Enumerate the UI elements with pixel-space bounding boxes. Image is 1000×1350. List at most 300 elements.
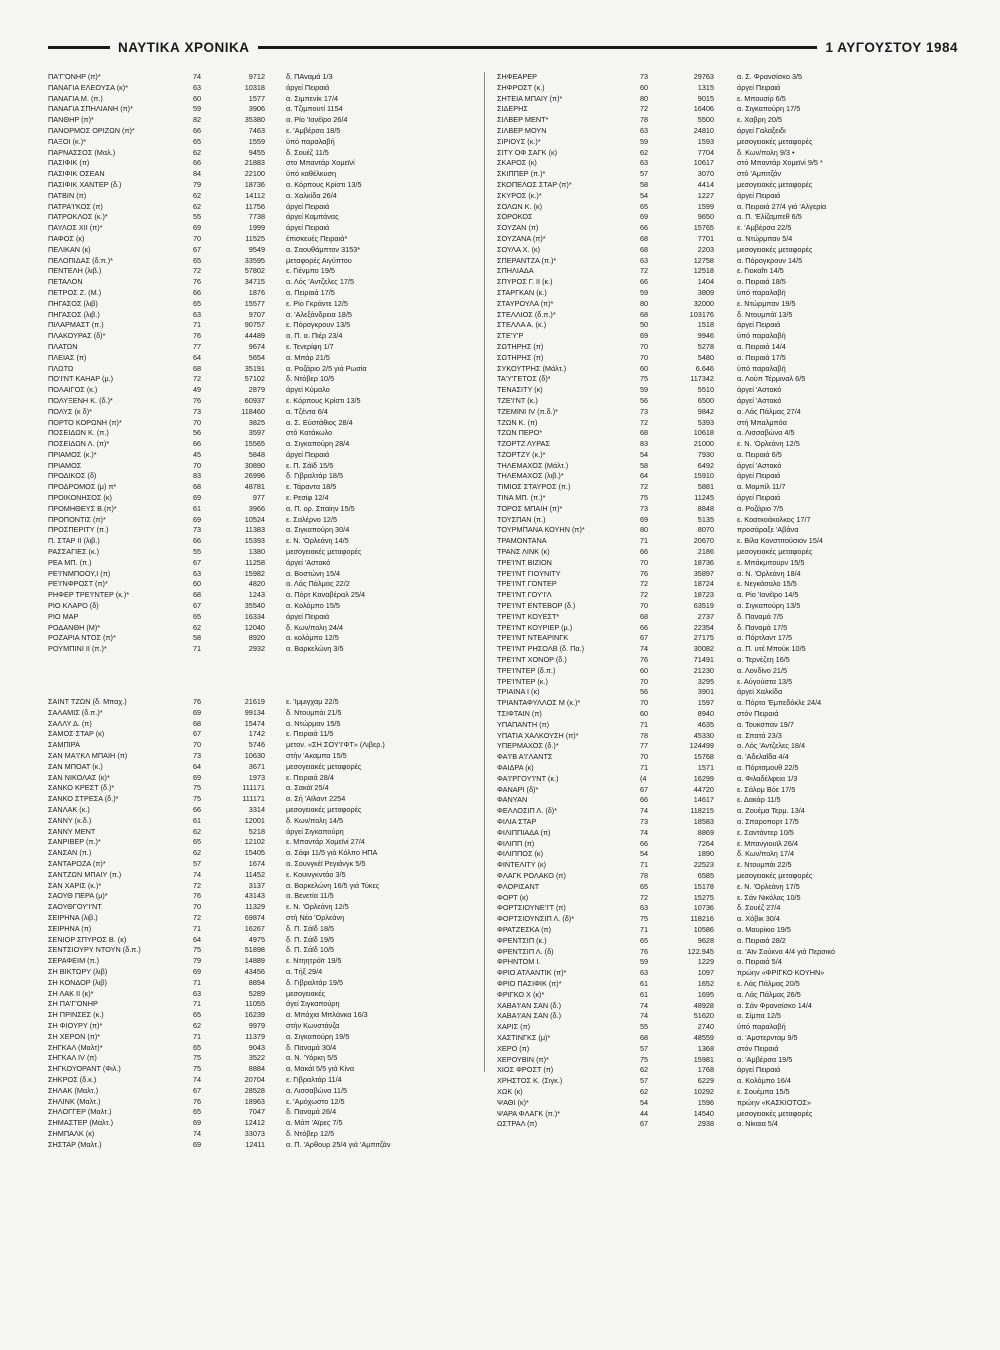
ship-year: 73	[193, 525, 202, 535]
ship-year: 76	[640, 946, 649, 956]
ship-year: 83	[640, 439, 649, 449]
ship-tonnage: 8848	[697, 503, 714, 513]
ship-row	[497, 795, 942, 806]
ship-name: ΠΕΝΤΕΛΗ (λιβ.)	[48, 266, 102, 276]
ship-row	[48, 310, 468, 321]
ship-name: ΠΟΣΕΙΔΩΝ Λ. (π)*	[48, 439, 110, 449]
ship-year: 67	[193, 729, 202, 739]
ship-row	[48, 385, 468, 396]
ship-row	[48, 277, 468, 288]
ship-tonnage: 10618	[693, 428, 714, 438]
ship-row	[497, 698, 942, 709]
ship-tonnage: 2740	[697, 1022, 714, 1032]
ship-row	[48, 482, 468, 493]
ship-name: ΣΑΝΝΥ (κ.δ.)	[48, 815, 92, 825]
ship-location: άργεί 'Αστακό	[737, 460, 782, 470]
ship-tonnage: 1518	[697, 320, 714, 330]
ship-location: α. Λάς Πάλμας 27/4	[737, 406, 801, 416]
ship-row	[48, 751, 468, 762]
ship-row	[497, 256, 942, 267]
ship-row	[48, 223, 468, 234]
ship-name: ΦΡΙΓΚΟ Χ (κ)*	[497, 989, 545, 999]
ship-name: ΣΗΛΙΝΚ (Μαλτ.)	[48, 1096, 101, 1106]
ship-year: 69	[640, 331, 649, 341]
ship-location: ε. 'Ιμμιγχαμ 22/5	[286, 697, 339, 707]
ship-name: ΠΛΩΤΩ	[48, 363, 74, 373]
ship-name: ΧΑΣΤΙΝΓΚΣ (μ)*	[497, 1032, 551, 1042]
ship-name: ΣΗΜΠΑΛΚ (κ)	[48, 1128, 95, 1138]
ship-row	[497, 493, 942, 504]
ship-year: 62	[640, 1086, 649, 1096]
ship-row	[48, 945, 468, 956]
ship-row	[497, 979, 942, 990]
ship-row	[48, 353, 468, 364]
ship-row	[497, 266, 942, 277]
ship-name: ΣΑΝ ΜΠΟΑΤ (κ.)	[48, 761, 103, 771]
ship-year: 70	[193, 233, 202, 243]
ship-tonnage: 118216	[690, 914, 714, 924]
ship-tonnage: 5393	[697, 417, 714, 427]
ship-row	[497, 763, 942, 774]
ship-name: ΠΕΛΙΚΑΝ (κ)	[48, 244, 91, 254]
ship-tonnage: 26996	[244, 471, 265, 481]
ship-location: πρώην «ΦΡΙΓΚΟ ΚΟΥΗΝ»	[737, 968, 825, 978]
ship-name: ΠΕΛΟΠΙΔΑΣ (δ.π.)*	[48, 255, 113, 265]
ship-row	[48, 212, 468, 223]
ship-location: στόν Πειραιά	[737, 709, 779, 719]
ship-year: 72	[193, 266, 202, 276]
ship-row	[497, 655, 942, 666]
ship-location: ε. Μπανγιουϊλ 26/4	[737, 838, 799, 848]
ship-location: ε. Νεγκάσαλο 15/5	[737, 579, 797, 589]
ship-row	[497, 331, 942, 342]
ship-location: ε. 'Αμβέρσα 18/5	[286, 125, 341, 135]
ship-row	[48, 590, 468, 601]
ship-year: 57	[640, 1043, 649, 1053]
ship-year: 60	[640, 709, 649, 719]
ship-name: ΣΗ ΚΟΝΔΟΡ (λιβ)	[48, 977, 107, 987]
ship-location: α. Πειραιά 18/5	[737, 277, 786, 287]
ship-name: Π. ΣΤΑΡ ΙΙ (λιβ.)	[48, 536, 100, 546]
ship-name: ΠΟ'Ι'ΝΤ ΚΑΗΑΡ (μ.)	[48, 374, 114, 384]
ship-tonnage: 1227	[697, 190, 714, 200]
ship-location: στόν Πειραιά	[737, 1043, 779, 1053]
ship-location: δ. Γιβραλτάρ 18/5	[286, 471, 344, 481]
ship-tonnage: 33073	[244, 1128, 265, 1138]
ship-row	[497, 893, 942, 904]
ship-year: 72	[640, 417, 649, 427]
ship-row	[48, 299, 468, 310]
ship-location: άργεί Πειραιά	[737, 82, 781, 92]
ship-year: 71	[193, 320, 202, 330]
ship-year: 66	[193, 125, 202, 135]
ship-row	[497, 957, 942, 968]
ship-name: ΣΚΑΡΟΣ (κ)	[497, 158, 537, 168]
ship-location: δ. Π. Σάϊδ 10/5	[286, 945, 335, 955]
ship-name: ΦΑΙΔΡΑ (κ)	[497, 763, 534, 772]
ship-year: 72	[640, 482, 649, 492]
ship-location: α. Λός 'Αντζελες 17/5	[286, 277, 355, 287]
ship-year: 54	[640, 449, 649, 459]
ship-tonnage: 15981	[693, 1054, 714, 1064]
ship-row	[48, 1043, 468, 1054]
ship-tonnage: 111171	[242, 783, 265, 793]
ship-tonnage: 1380	[248, 547, 265, 557]
ship-year: 66	[640, 838, 649, 848]
ship-tonnage: 6229	[697, 1076, 714, 1086]
ship-year: 66	[640, 223, 649, 233]
ship-tonnage: 18736	[244, 179, 265, 189]
ship-tonnage: 35380	[244, 115, 265, 125]
ship-tonnage: 3906	[248, 104, 265, 114]
ship-year: 69	[193, 966, 202, 976]
ship-year: 71	[640, 860, 649, 870]
ship-name: ΣΚΟΠΕΛΟΣ ΣΤΑΡ (π)*	[497, 179, 572, 189]
ship-row	[497, 1065, 942, 1076]
ship-location: ε. Ν. 'Ορλεάνη 14/5	[286, 536, 349, 546]
ship-year: 67	[193, 557, 202, 567]
ship-name: ΠΕΤΡΟΣ Ζ. (Μ.)	[48, 287, 102, 297]
ship-location: α. Π. 'Ελίζαμπεθ 6/5	[737, 212, 802, 222]
ship-tonnage: 5654	[248, 352, 265, 362]
ship-year: 66	[193, 536, 202, 546]
ship-row	[48, 708, 468, 719]
ship-row	[48, 191, 468, 202]
ship-location: ε. Σαλέρνο 12/5	[286, 514, 338, 524]
ship-row	[497, 828, 942, 839]
ship-tonnage: 11329	[245, 902, 265, 912]
ship-name: ΣΑΝ ΜΑ'Ι'ΚΛ ΜΠΑΙΗ (π)	[48, 751, 128, 761]
ship-tonnage: 5135	[697, 514, 714, 524]
ship-name: ΠΡΙΑΜΟΣ (κ.)*	[48, 449, 97, 459]
ship-name: ΠΟΣΕΙΔΩΝ Κ. (π.)	[48, 428, 109, 438]
ship-year: 54	[640, 190, 649, 200]
ship-name: ΠΗΓΑΣΟΣ (λιβ.)	[48, 309, 100, 319]
ship-year: 70	[193, 417, 202, 427]
ship-row	[48, 1075, 468, 1086]
ship-year: 69	[193, 514, 202, 524]
ship-year: 67	[193, 601, 202, 611]
ship-tonnage: 1596	[697, 1097, 714, 1107]
ship-name: ΠΑΣΙΦΙΚ (π)	[48, 158, 90, 168]
ship-tonnage: 8884	[248, 1064, 265, 1074]
ship-location: α. Βαρκελώνη 16/5 γιά Τύκες	[286, 880, 380, 890]
ship-year: 74	[193, 1074, 202, 1084]
ship-location: δ. Π. Σάϊδ 19/5	[286, 934, 335, 944]
ship-tonnage: 5510	[697, 385, 714, 395]
ship-tonnage: 11756	[245, 201, 265, 211]
ship-tonnage: 9628	[697, 935, 714, 945]
ship-year: 63	[193, 568, 202, 578]
ship-tonnage: 4975	[248, 934, 265, 944]
ship-row	[48, 515, 468, 526]
ship-location: μεσογειακές μεταφορές	[286, 805, 362, 814]
ship-year: 70	[640, 698, 649, 708]
ship-tonnage: 21619	[244, 697, 265, 707]
ship-year: 62	[193, 1020, 202, 1030]
ship-tonnage: 7264	[697, 838, 714, 848]
ship-tonnage: 9549	[248, 244, 265, 254]
ship-row	[497, 687, 942, 698]
ship-name: ΣΗ ΒΙΚΤΩΡΥ (λιβ)	[48, 966, 108, 976]
ship-year: 82	[193, 115, 202, 125]
ship-name: ΧΙΟΣ ΦΡΟΣΤ (π)	[497, 1065, 554, 1075]
ship-name: ΦΑΝΥΑΝ	[497, 795, 528, 805]
ship-location: α. Κόρπους Κρίστι 13/5	[286, 179, 362, 189]
ship-year: 61	[193, 503, 202, 513]
ship-row	[497, 482, 942, 493]
ship-location: ε. Σαντάντερ 10/5	[737, 827, 794, 837]
ship-name: ΣΗΓΚΑΛ IV (π)	[48, 1053, 97, 1063]
ship-location: άργεί Πειραιά	[286, 201, 330, 211]
ship-location: α. Τήξ 29/4	[286, 966, 323, 976]
ship-location: α. Μομπίλ 11/7	[737, 482, 786, 492]
ship-row	[497, 1098, 942, 1109]
ship-location: ε. Λάς Πάλμας 20/5	[737, 978, 800, 988]
ship-location: α. Π. υτέ Μπούκ 10/5	[737, 644, 806, 654]
ship-row	[48, 1097, 468, 1108]
ship-name: ΤΡΕ'Ι'ΝΤ ΚΟΥΕΣΤ*	[497, 611, 560, 621]
ship-location: ύπό παραλαβή	[737, 331, 786, 341]
ship-tonnage: 9455	[248, 147, 265, 157]
ship-location: α. Ν. 'Ορλεάνη 18/4	[737, 568, 801, 578]
ship-name: ΣΑΜΠΙΡΑ	[48, 740, 80, 750]
ship-tonnage: 5500	[697, 115, 714, 125]
ship-year: 71	[193, 977, 202, 987]
ship-year: 69	[640, 514, 649, 524]
ship-location: α. Λάς Πάλμας 26/5	[737, 989, 801, 999]
ship-name: ΣΕΙΡΗΝΑ (π)	[48, 923, 92, 933]
ship-location: μεσογειακές μεταφορές	[737, 547, 813, 557]
ship-tonnage: 21000	[693, 439, 714, 449]
ship-row	[497, 234, 942, 245]
ship-name: ΤΗΛΕΜΑΧΟΣ (λιβ.)*	[497, 471, 564, 481]
ship-name: ΤΙΝΑ ΜΠ. (π.)*	[497, 493, 546, 503]
ship-row	[497, 148, 942, 159]
ship-year: 67	[193, 1085, 202, 1095]
ship-year: 68	[193, 482, 202, 492]
ship-row	[497, 1022, 942, 1033]
ship-row	[48, 1086, 468, 1097]
ship-location: μεσογειακές μεταφορές	[286, 547, 362, 557]
ship-tonnage: 8869	[697, 827, 714, 837]
ship-tonnage: 28528	[244, 1085, 265, 1095]
ship-row	[48, 978, 468, 989]
ship-year: 62	[193, 147, 202, 157]
ship-location: δ. Π. Σάϊδ 18/5	[286, 923, 335, 933]
ship-tonnage: 57102	[244, 374, 265, 384]
ship-row	[497, 731, 942, 742]
ship-year: 44	[640, 1108, 649, 1118]
ship-year: 60	[640, 82, 649, 92]
ship-row	[497, 364, 942, 375]
ship-year: 73	[640, 503, 649, 513]
ship-year: 62	[193, 826, 202, 836]
ship-row	[497, 504, 942, 515]
ship-location: στό Μπαντάρ Χομεϊνί 9/5 *	[737, 158, 823, 168]
ship-location: ε. Αύγούστα 13/5	[737, 676, 793, 686]
ship-name: ΤΡΕ'Ι'ΝΤ ΓΟΝΤΕΡ	[497, 579, 557, 589]
page-header	[48, 36, 958, 58]
ship-tonnage: 15577	[244, 298, 265, 308]
ship-tonnage: 48928	[693, 1000, 714, 1010]
ship-name: ΣΗΚΡΟΣ (δ.κ.)	[48, 1074, 97, 1084]
ship-year: 75	[640, 914, 649, 924]
ship-location: α. 'Αϊν Σούκνα 4/4 γιά Περσικό	[737, 946, 836, 956]
ship-name: ΣΗΛΑΚ (Μαλτ.)	[48, 1085, 99, 1095]
ship-tonnage: 1243	[248, 590, 265, 600]
ship-location: ε. Βίλα Κονστιτούσιον 15/4	[737, 536, 823, 546]
ship-row	[48, 633, 468, 644]
ship-location: μεσογειακές μεταφορές	[737, 870, 813, 880]
ship-year: 69	[193, 223, 202, 233]
ship-tonnage: 63519	[693, 601, 714, 611]
left-column	[48, 72, 468, 1151]
ship-year: 78	[640, 870, 649, 880]
ship-year: 63	[640, 903, 649, 913]
ship-location: ύπό παραλαβή	[737, 287, 786, 297]
ship-name: ΠΑΥΛΟΣ ΧΙΙ (π)*	[48, 223, 103, 233]
ship-tonnage: 7704	[697, 147, 714, 157]
ship-row	[497, 925, 942, 936]
ship-name: ΣΑΝΣΑΝ (π.)	[48, 848, 92, 858]
ship-name: ΠΟΛΥΞΕΝΗ Κ. (δ.)*	[48, 395, 113, 405]
ship-name: ΡΟΖΑΡΙΑ ΝΤΟΣ (π)*	[48, 633, 116, 643]
ship-location: δ. Ντουμπάι 21/5	[286, 707, 342, 717]
ship-tonnage: 3597	[248, 428, 265, 438]
ship-location: α. Ζουέμα Τερμ. 13/4	[737, 806, 805, 816]
ship-location: α. Κολόμπο 15/5	[286, 601, 340, 611]
ship-row	[497, 839, 942, 850]
ship-location: α. Λούπ Τέρμιναλ 6/5	[737, 374, 806, 384]
ship-location: α. Ροζάριο 7/5	[737, 503, 784, 513]
ship-name: ΣΤΕΛΛΙΟΣ (δ.π.)*	[497, 309, 556, 319]
ship-year: 57	[640, 1076, 649, 1086]
ship-row	[48, 913, 468, 924]
ship-row	[48, 1053, 468, 1064]
ship-name: ΣΤΑΥΡΟΥΛΑ (π)*	[497, 298, 554, 308]
ship-name: ΤΡΕ'Ι'ΝΤ ΚΟΥΡΙΕΡ (μ.)	[497, 622, 573, 632]
ship-tonnage: 8894	[248, 977, 265, 987]
ship-year: 80	[640, 525, 649, 535]
ship-row	[48, 364, 468, 375]
ship-year: 69	[193, 707, 202, 717]
ship-tonnage: 69874	[244, 912, 265, 922]
ship-row	[48, 439, 468, 450]
ship-year: 70	[640, 601, 649, 611]
ship-name: ΡΟΥΜΠΙΝΙ ΙΙ (π.)*	[48, 644, 107, 654]
ship-tonnage: 12412	[244, 1118, 265, 1128]
ship-year: 72	[193, 880, 202, 890]
ship-row	[48, 245, 468, 256]
ship-year: 58	[640, 460, 649, 470]
ship-year: 65	[193, 611, 202, 621]
ship-row	[48, 579, 468, 590]
ship-name: ΧΡΗΣΤΟΣ Κ. (Σιγκ.)	[497, 1076, 563, 1086]
ship-tonnage: 12758	[693, 255, 714, 265]
ship-location: ύπό παραλαβή	[286, 136, 335, 146]
ship-row	[48, 967, 468, 978]
ship-tonnage: 43143	[244, 891, 265, 901]
ship-location: ε. Πειραιά 11/5	[286, 729, 334, 739]
ship-row	[497, 785, 942, 796]
ship-tonnage: 5746	[248, 740, 265, 750]
ship-name: ΤΡΙΑΙΝΑ Ι (κ)	[497, 687, 540, 697]
ship-row	[48, 158, 468, 169]
magazine-title: ΝΑΥΤΙΚΑ ΧΡΟΝΙΚΑ	[118, 39, 250, 55]
ship-location: α. Π. α. Πιέρ 23/4	[286, 331, 343, 341]
ship-tonnage: 9015	[697, 93, 714, 103]
ship-row	[497, 666, 942, 677]
ship-year: 63	[640, 968, 649, 978]
ship-location: μεταφορές Αιγύπτου	[286, 255, 352, 265]
ship-location: έπισκευές Πειραιά*	[286, 233, 348, 243]
ship-location: στή Μπαλμπόα	[737, 417, 787, 427]
ship-name: ΤΖΕ'Ι'ΝΤ (κ.)	[497, 395, 538, 405]
ship-year: 63	[193, 309, 202, 319]
ship-year: 75	[640, 1054, 649, 1064]
ship-location: δ. Παναμά 17/5	[737, 622, 788, 632]
ship-year: 73	[640, 816, 649, 826]
ship-location: α. 'Αμβέρσα 19/5	[737, 1054, 793, 1064]
ship-name: ΦΡΑΤΖΕΣΚΑ (π)	[497, 924, 552, 934]
ship-row	[48, 816, 468, 827]
ship-year: 69	[640, 212, 649, 222]
ship-year: 73	[640, 72, 649, 81]
ship-year: 74	[640, 806, 649, 816]
ship-location: άργεί Γαλαξειδι	[737, 125, 786, 135]
ship-row	[48, 331, 468, 342]
ship-year: 70	[193, 902, 202, 912]
ship-row	[497, 871, 942, 882]
ship-location: ε. Σάλομ Βόε 17/5	[737, 784, 796, 794]
ship-tonnage: 122.945	[687, 946, 714, 956]
ship-location: δ. Παναμά 30/4	[286, 1042, 337, 1052]
ship-tonnage: 16406	[693, 104, 714, 114]
ship-tonnage: 118460	[241, 406, 265, 416]
ship-location: α. Ντώρμπαν 5/4	[737, 233, 793, 243]
ship-row	[48, 956, 468, 967]
ship-name: ΣΗΓΚΑΛ (Μαλτ)*	[48, 1042, 103, 1052]
ship-location: α. Μαυρίκιο 19/5	[737, 924, 791, 934]
ship-tonnage: 29763	[693, 72, 714, 81]
ship-name: ΠΑΣΙΦΙΚ ΟΣΕΑΝ	[48, 169, 105, 179]
ship-location: α. Λός 'Αντζελες 18/4	[737, 741, 806, 751]
ship-year: 76	[193, 891, 202, 901]
ship-tonnage: 3966	[248, 503, 265, 513]
ship-tonnage: 34715	[244, 277, 265, 287]
ship-tonnage: 24810	[693, 125, 714, 135]
ship-tonnage: 15178	[693, 881, 714, 891]
ship-location: α. Σιμπενίκ 17/4	[286, 93, 339, 103]
ship-row	[48, 83, 468, 94]
ship-location: α. Βενετία 11/5	[286, 891, 334, 901]
ship-row	[48, 719, 468, 730]
ship-name: ΡΕ'Ι'ΝΜΠΟΟΥ,Ι (π)	[48, 568, 111, 578]
ship-name: ΣΑΝΤΖΩΝ ΜΠΑΙΥ (π.)	[48, 869, 122, 879]
ship-tonnage: 15765	[693, 223, 714, 233]
ship-name: ΣΑΛΛΥ Δ. (π)	[48, 718, 92, 728]
ship-name: ΤΟΡΟΣ ΜΠΑΙΗ (π)*	[497, 503, 563, 513]
ship-row	[48, 881, 468, 892]
ship-row	[497, 342, 942, 353]
ship-location: α. Τερνέζεη 16/5	[737, 655, 790, 665]
ship-row	[48, 428, 468, 439]
ship-row	[48, 924, 468, 935]
ship-location: μεσογειακές μεταφορές	[286, 761, 362, 771]
ship-row	[48, 202, 468, 213]
ship-year: 74	[640, 827, 649, 837]
